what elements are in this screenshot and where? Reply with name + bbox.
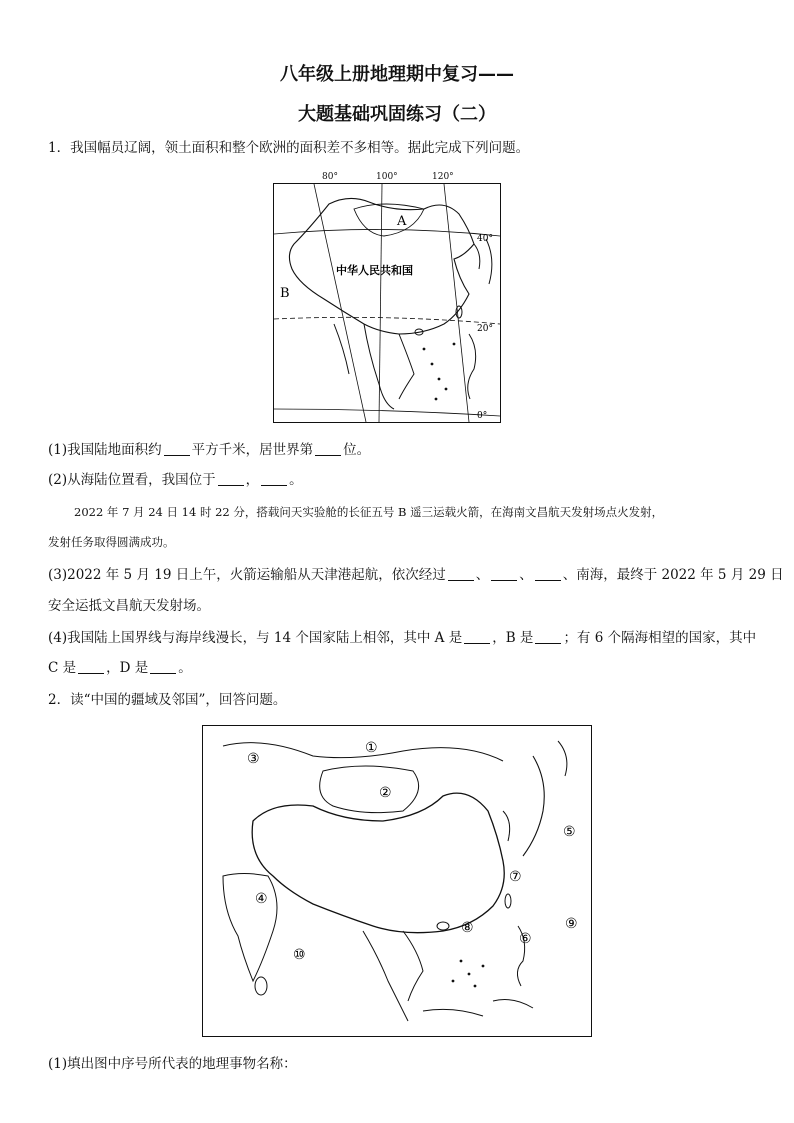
q1-part4-text-f: 。	[178, 660, 192, 676]
q1-part3-text-a: (3)2022 年 5 月 19 日上午，火箭运输船从天津港起航，依次经过	[48, 567, 446, 583]
map2-label-4: ④	[255, 891, 268, 907]
q1-part2-text-a: (2)从海陆位置看，我国位于	[48, 472, 216, 488]
q1-part3-cont: 安全运抵文昌航天发射场。	[48, 598, 210, 614]
q1-part4-text-a: (4)我国陆上国界线与海岸线漫长，与 14 个国家陆上相邻，其中 A 是	[48, 630, 463, 646]
map2-label-6: ⑥	[519, 931, 532, 947]
map1-label-b: B	[280, 286, 290, 301]
map2-label-5: ⑤	[563, 824, 576, 840]
map2-label-10: ⑩	[293, 947, 306, 963]
map2-label-2: ②	[379, 785, 392, 801]
q1-part2	[48, 470, 758, 490]
news-paragraph-line1: 2022 年 7 月 24 日 14 时 22 分，搭载问天实验舱的长征五号 B 遥三运载火箭，在海南文昌航天发射场点火发射，	[74, 505, 664, 519]
map2-label-3: ③	[247, 751, 260, 767]
map2-label-1: ①	[365, 740, 378, 756]
q1-part4-text-e: ，D 是	[106, 660, 149, 676]
q1-part4	[48, 628, 758, 648]
map1-lon-80: 80°	[322, 172, 338, 182]
q1-part4-text-c: ；有 6 个隔海相望的国家，其中	[563, 630, 757, 646]
q1-part2-text-c: 。	[289, 472, 303, 488]
page-title: 八年级上册地理期中复习——	[280, 64, 514, 85]
answer-blank[interactable]	[164, 443, 190, 456]
q1-part4-text-b: ，B 是	[492, 630, 534, 646]
map-china-neighbors-2	[202, 725, 592, 1037]
map2-label-7: ⑦	[509, 869, 522, 885]
answer-blank[interactable]	[491, 568, 517, 581]
q1-part3-sep: 、	[519, 567, 533, 583]
q1-part3	[48, 565, 784, 585]
q1-part1-text-c: 位。	[343, 442, 371, 458]
q2-part1: (1)填出图中序号所代表的地理事物名称：	[48, 1056, 297, 1072]
news-paragraph-line2: 发射任务取得圆满成功。	[48, 535, 175, 549]
q2-intro: 2．读“中国的疆域及邻国”，回答问题。	[48, 692, 287, 708]
q1-part1	[48, 440, 758, 460]
map-china-neighbors-1	[273, 183, 501, 423]
q1-part1-text-a: (1)我国陆地面积约	[48, 442, 162, 458]
map1-country-name: 中华人民共和国	[336, 264, 413, 277]
q1-part4-text-d: C 是	[48, 660, 77, 676]
q1-intro: 1．我国幅员辽阔，领土面积和整个欧洲的面积差不多相等。据此完成下列问题。	[48, 140, 530, 156]
map-1-drawing	[274, 184, 500, 422]
answer-blank[interactable]	[464, 631, 490, 644]
map1-lat-20: 20°	[477, 324, 493, 334]
q1-part3-text-b: 、南海，最终于 2022 年 5 月 29 日	[562, 567, 784, 583]
answer-blank[interactable]	[150, 661, 176, 674]
map-2-drawing	[203, 726, 591, 1036]
answer-blank[interactable]	[315, 443, 341, 456]
answer-blank[interactable]	[535, 631, 561, 644]
answer-blank[interactable]	[448, 568, 474, 581]
map2-label-9: ⑨	[565, 916, 578, 932]
answer-blank[interactable]	[261, 473, 287, 486]
map1-lon-100: 100°	[376, 172, 398, 182]
map1-lon-120: 120°	[432, 172, 454, 182]
q1-part1-text-b: 平方千米，居世界第	[191, 442, 314, 458]
answer-blank[interactable]	[78, 661, 104, 674]
q1-part3-sep: 、	[475, 567, 490, 583]
map2-label-8: ⑧	[461, 920, 474, 936]
q1-part2-text-b: ，	[245, 472, 260, 488]
map1-lat-0: 0°	[477, 411, 488, 421]
map1-lat-40: 40°	[477, 234, 493, 244]
answer-blank[interactable]	[218, 473, 244, 486]
answer-blank[interactable]	[535, 568, 561, 581]
map1-label-a: A	[397, 214, 407, 229]
page-subtitle: 大题基础巩固练习（二）	[298, 104, 496, 125]
q1-part4-cont	[48, 658, 758, 678]
